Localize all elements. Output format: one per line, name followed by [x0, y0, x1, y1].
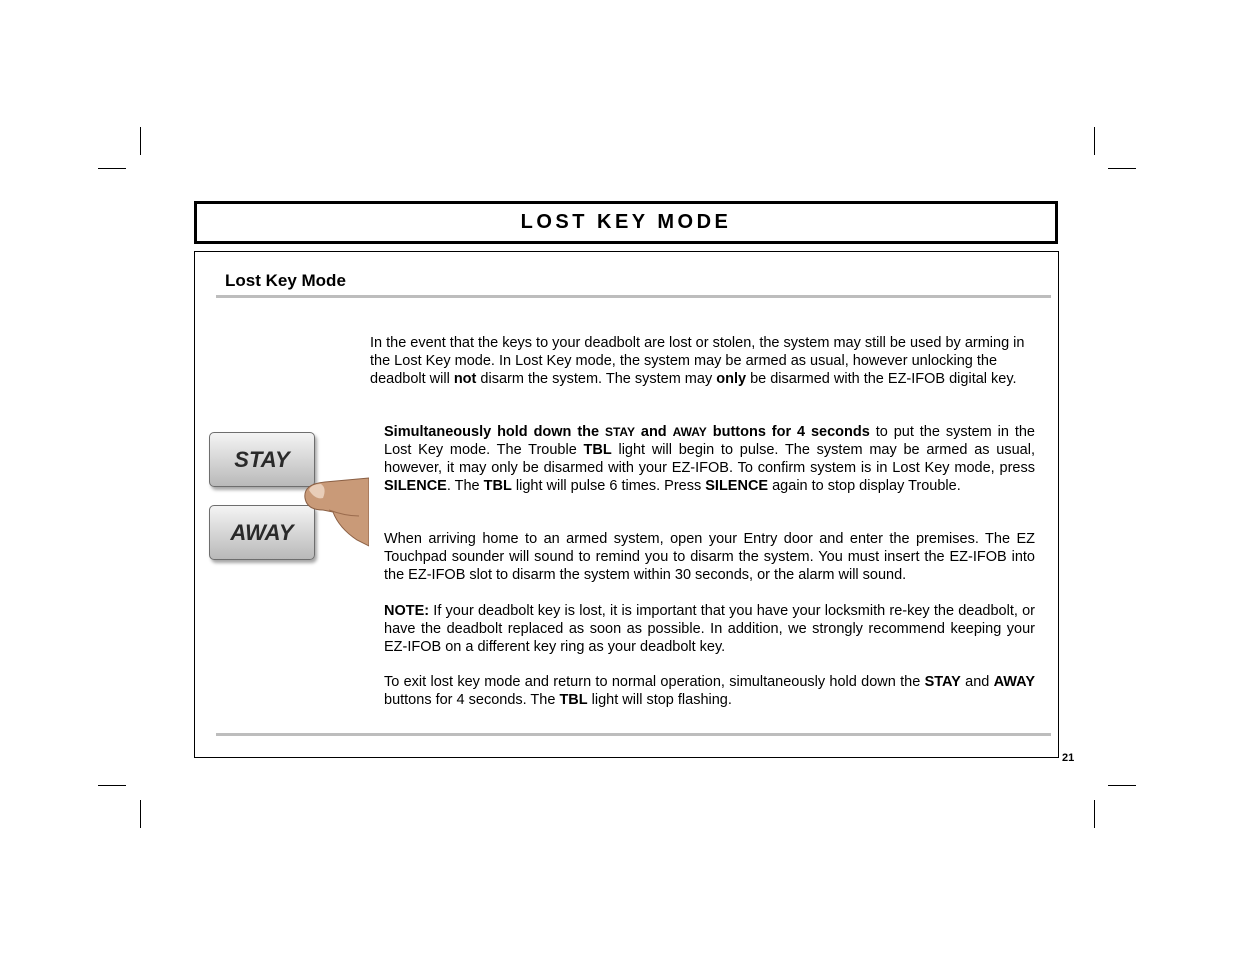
page-title-box — [194, 201, 1058, 244]
text-bold: buttons for 4 seconds — [706, 424, 870, 440]
top-divider — [216, 295, 1051, 298]
arrival-paragraph: When arriving home to an armed system, open your Entry door and enter the premises. The EZ Touchpad sounder will sound to remind you to disarm the system. You must insert the EZ-IFOB into the EZ-IFOB slot to disarm the system within 30 seconds, or the alarm will sound. — [384, 531, 1035, 583]
text: and — [960, 674, 994, 690]
exit-paragraph — [384, 673, 1035, 709]
tbl-term: TBL — [483, 478, 512, 494]
intro-paragraph — [370, 334, 1040, 388]
text: disarm the system. The system may — [476, 371, 717, 387]
crop-mark — [98, 168, 126, 169]
note-label: NOTE: — [384, 603, 430, 619]
silence-term: SILENCE — [705, 478, 769, 494]
bottom-divider — [216, 733, 1051, 736]
text-bold: not — [453, 371, 477, 387]
note-paragraph — [384, 602, 1035, 656]
text: If your deadbolt key is lost, it is important that you have your locksmith re-key the deadbolt, or have the deadbolt replaced as soon as possible. In addition, we strongly recommend keeping your EZ-IFOB on a different key ring as your deadbolt key. — [384, 603, 1035, 655]
text: To exit lost key mode and return to normal operation, simultaneously hold down the — [384, 674, 925, 690]
text: again to stop display Trouble. — [768, 478, 961, 494]
instruction-paragraph — [384, 423, 1035, 495]
away-term: AWAY — [672, 425, 707, 439]
crop-mark — [1094, 127, 1095, 155]
stay-away-keypad-illustration — [207, 430, 369, 563]
text: light will stop flashing. — [587, 692, 732, 708]
section-heading: Lost Key Mode — [225, 271, 346, 290]
text: to put the system in the Lost Key mode. The Trouble — [384, 424, 1035, 458]
text: be disarmed with the EZ-IFOB digital key. — [746, 371, 1017, 387]
page-title: LOST KEY MODE — [520, 211, 732, 233]
text: . The — [446, 478, 484, 494]
text-bold: and — [634, 424, 673, 440]
crop-mark — [1108, 785, 1136, 786]
crop-mark — [1094, 800, 1095, 828]
tbl-term: TBL — [559, 692, 588, 708]
text: light will pulse 6 times. Press — [511, 478, 706, 494]
away-key-label: AWAY — [230, 520, 294, 545]
stay-key-label: STAY — [234, 447, 290, 472]
text: buttons for 4 seconds. The — [384, 692, 560, 708]
stay-term: STAY — [604, 425, 635, 439]
crop-mark — [98, 785, 126, 786]
away-term: AWAY — [993, 674, 1035, 690]
stay-term: STAY — [924, 674, 961, 690]
content-panel — [194, 251, 1059, 758]
text-bold: Simultaneously hold down the — [384, 424, 605, 440]
tbl-term: TBL — [583, 442, 612, 458]
crop-mark — [1108, 168, 1136, 169]
silence-term: SILENCE — [384, 478, 447, 494]
text: light will begin to pulse. The system may be armed as usual, however, it may only be disarmed with your EZ-IFOB. To confirm system is in Lost Key mode, press — [384, 442, 1035, 476]
page-number: 21 — [1062, 752, 1075, 764]
crop-mark — [140, 800, 141, 828]
text-bold: only — [716, 371, 747, 387]
text: In the event that the keys to your deadbolt are lost or stolen, the system may still be used by arming in the Lost Key mode. In Lost Key mode, the system may be armed as usual, however unlocking the deadbolt will — [370, 335, 1025, 387]
crop-mark — [140, 127, 141, 155]
finger-icon — [299, 468, 369, 548]
